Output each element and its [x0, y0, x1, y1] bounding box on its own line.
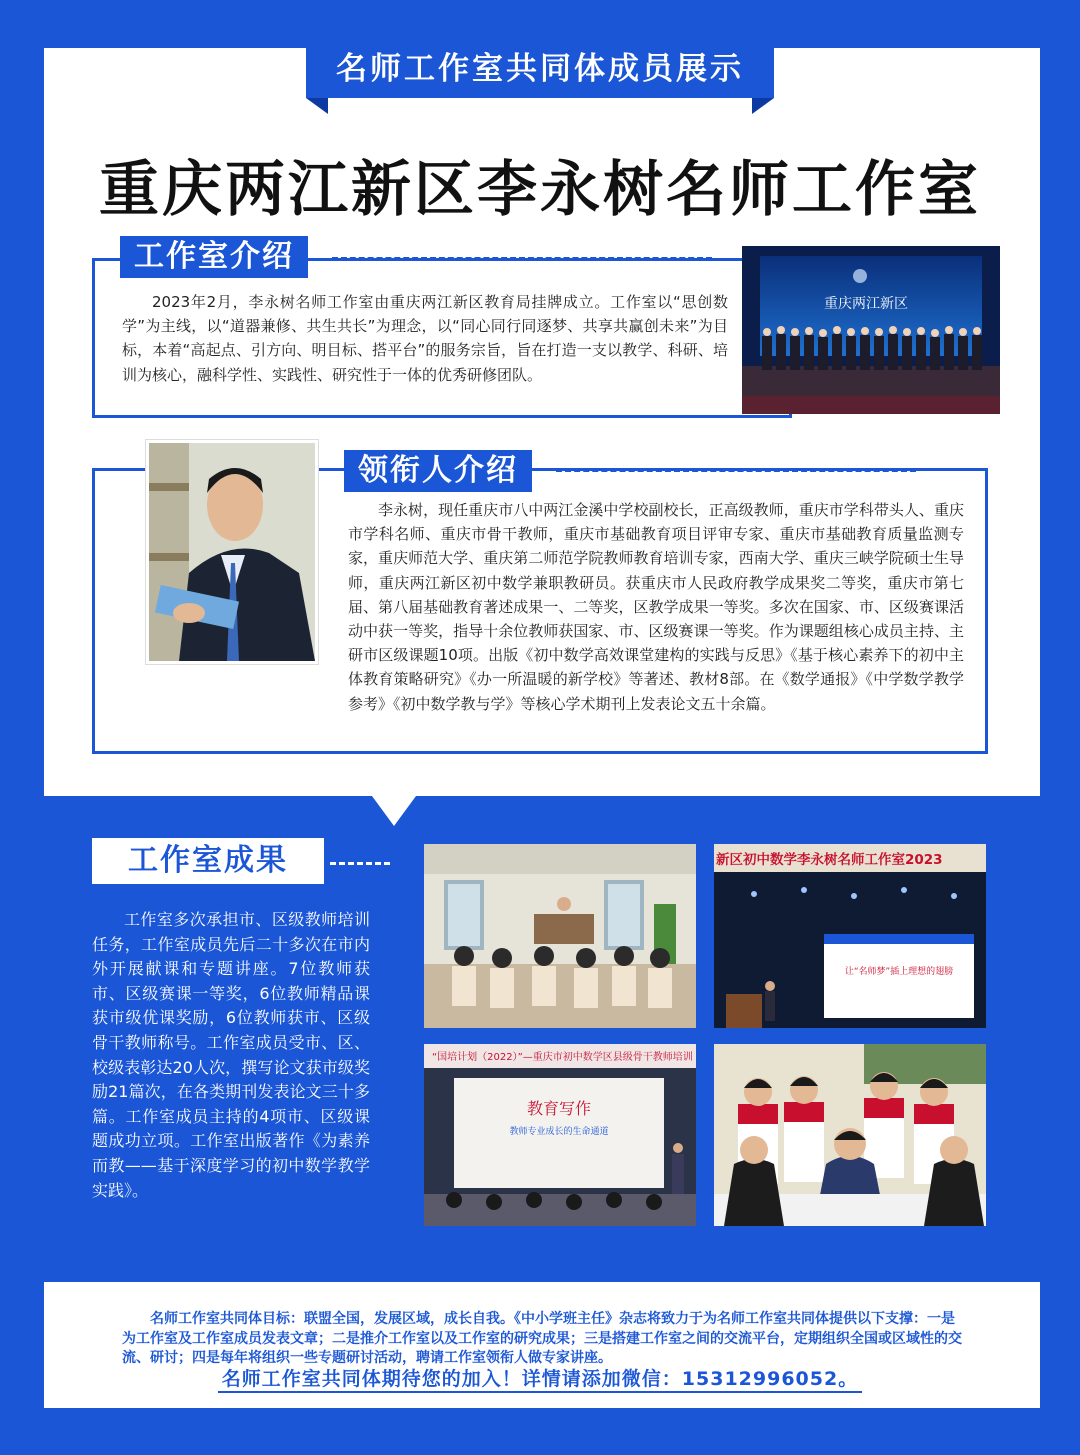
leader-text: 李永树，现任重庆市八中两江金溪中学校副校长，正高级教师，重庆市学科带头人、重庆市学科名师、重庆市骨干教师，重庆市基础教育项目评审专家、重庆市基础教育质量监测专家，重庆师范大学、重庆第二师范学院教师教育培训专家，西南大学、重庆三峡学院硕士生导师，重庆两江新区初中数学兼职教研员。获重庆市人民政府教学成果奖二等奖，重庆市第七届、第八届基础教育著述成果一、二等奖，区教学成果一等奖。多次在国家、市、区级赛课活动中获一等奖，指导十余位教师获国家、市、区级赛课一等奖。作为课题组核心成员主持、主研市区级课题10项。出版《初中数学高效课堂建构的实践与反思》《基于核心素养下的初中主体教育策略研究》《办一所温暖的新学校》等著述、教材8部。在《数学通报》《中学数学教学参考》《初中数学教与学》等核心学术期刊上发表论文五十余篇。 — [348, 501, 964, 713]
intro-photo-banner: 重庆两江新区 — [824, 296, 908, 312]
intro-photo — [742, 246, 1000, 414]
panel-notch — [372, 796, 416, 826]
results-photo-students — [714, 1044, 986, 1226]
results-text: 工作室多次承担市、区级教师培训任务，工作室成员先后二十多次在市内外开展献课和专题讲座。7位教师获市、区级赛课一等奖，6位教师精品课获市级优课奖励，6位教师获市、区级骨干教师称号。工作室成员受市、区、校级表彰达20人次，撰写论文获市级奖励21篇次，在各类期刊发表论文三十多篇。工作室成员主持的4项市、区级课题成功立项。工作室出版著作《为素养而教——基于深度学习的初中数学教学实践》。 — [92, 910, 370, 1200]
intro-dash-line — [332, 257, 712, 260]
intro-label: 工作室介绍 — [120, 236, 308, 278]
photo3-screen-title: 教育写作 — [526, 1099, 592, 1118]
intro-text: 2023年2月，李永树名师工作室由重庆两江新区教育局挂牌成立。工作室以“思创数学”为主线，以“道器兼修、共生共长”为理念，以“同心同行同逐梦、共享共赢创未来”为目标，本着“高起点、引方向、明目标、搭平台”的服务宗旨，旨在打造一支以教学、科研、培训为核心，融科学性、实践性、研究性于一体的优秀研修团队。 — [122, 293, 728, 384]
photo3-banner: “国培计划（2022）”—重庆市初中数学区县级骨干教师培训 — [432, 1052, 693, 1063]
photo2-screen-text: 让“名师梦”插上理想的翅膀 — [844, 967, 954, 977]
page-title: 重庆两江新区李永树名师工作室 — [99, 155, 981, 225]
leader-photo — [146, 440, 318, 664]
photo2-banner: 新区初中数学李永树名师工作室2023 — [716, 852, 943, 868]
leader-label: 领衔人介绍 — [344, 450, 532, 492]
footer-cta-text: 名师工作室共同体期待您的加入！详情请添加微信：15312996052。 — [218, 1368, 862, 1393]
results-photo-training — [424, 1044, 696, 1226]
footer-text: 名师工作室共同体目标：联盟全国，发展区域，成长自我。《中小学班主任》杂志将致力于为名师工作室共同体提供以下支撑：一是为工作室及工作室成员发表文章；二是推介工作室以及工作室的研究成果；三是搭建工作室之间的交流平台，定期组织全国或区域性的交流、研讨；四是每年将组织一些专题研讨活动，聘请工作室领衔人做专家讲座。 — [122, 1311, 962, 1366]
footer-cta — [0, 1364, 1080, 1391]
photo3-screen-subtitle: 教师专业成长的生命通道 — [509, 1127, 609, 1137]
results-label: 工作室成果 — [92, 838, 324, 884]
results-photo-lecture-stage — [714, 844, 986, 1028]
leader-dash-line — [556, 469, 916, 472]
results-dash-line — [330, 862, 390, 865]
header-ribbon: 名师工作室共同体成员展示 — [306, 40, 774, 98]
results-photo-meeting — [424, 844, 696, 1028]
